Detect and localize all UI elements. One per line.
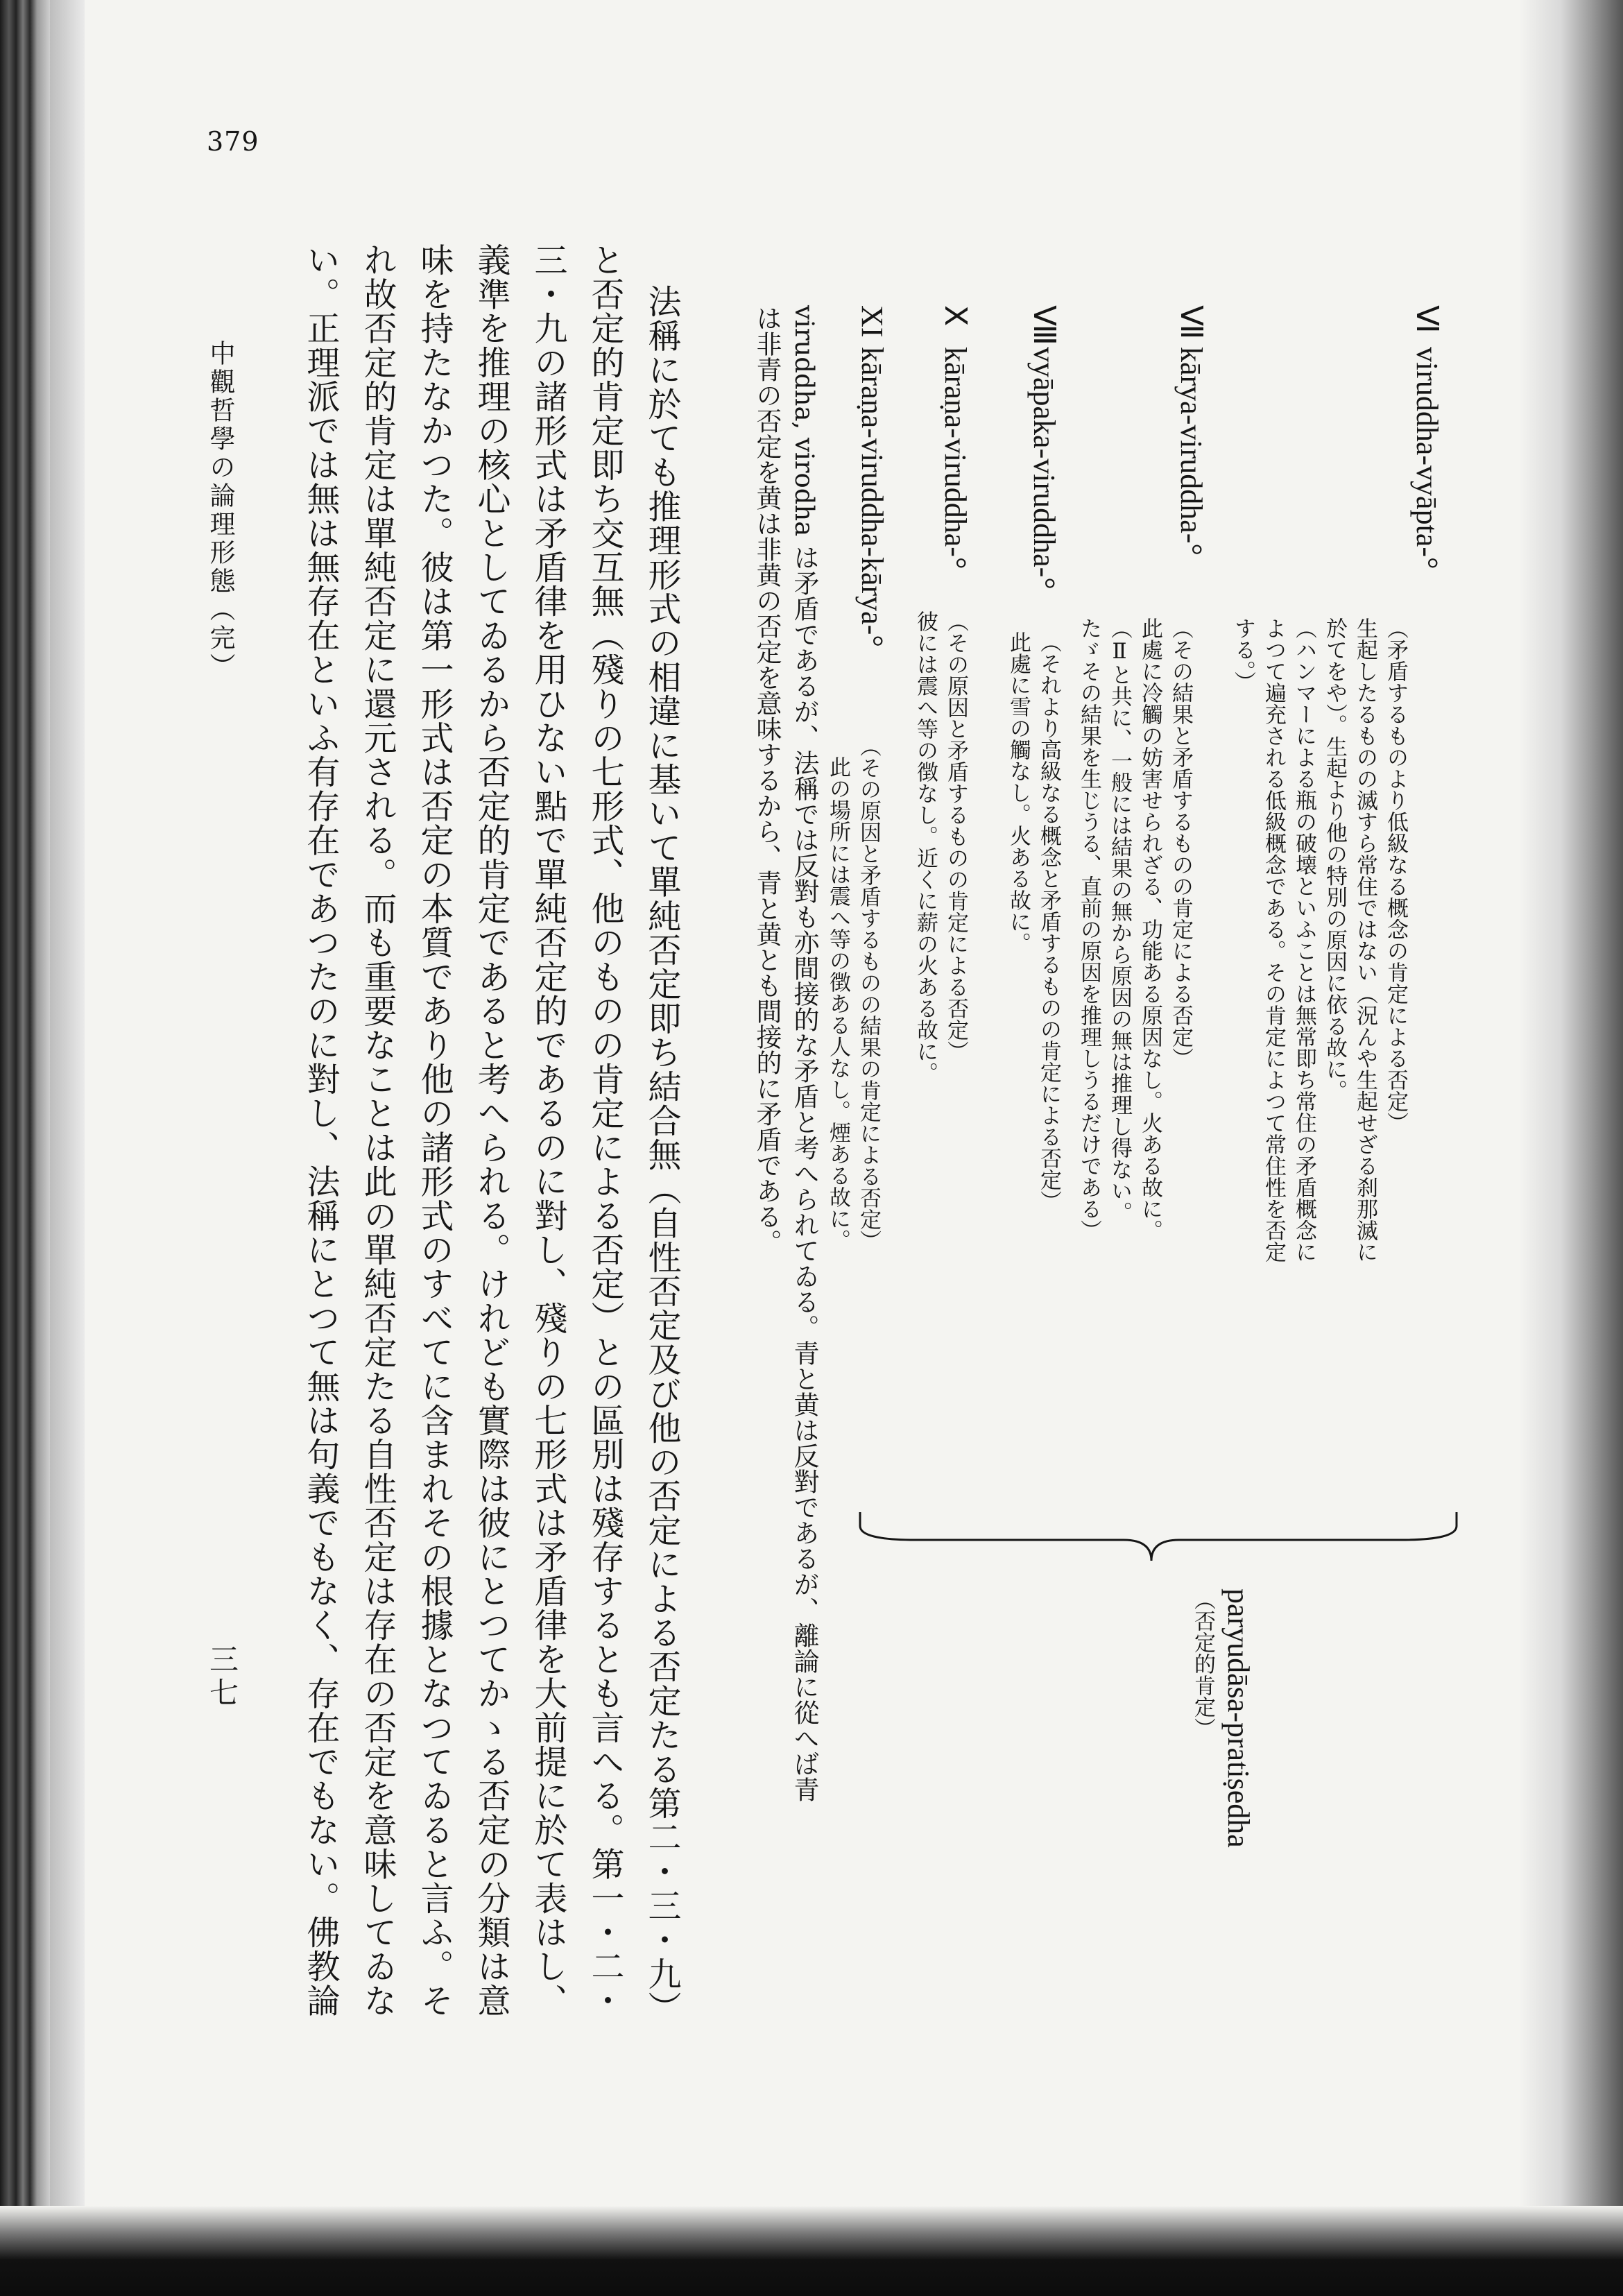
entry-note: （その原因と矛盾するものの肯定による否定） <box>943 610 968 1062</box>
body-text-line: 三・九の諸形式は矛盾律を用ひない點で單純否定的であるのに對し、殘りの七形式は矛盾律を大前提に於て表はし、 <box>529 243 567 2018</box>
scan-edge-right <box>1519 0 1623 2296</box>
body-text-line: い。正理派では無は無存在といふ有存在であつたのに對し、法稱にとつて無は句義でもなく、存在でもない。佛教論 <box>301 243 340 2018</box>
entry-note: たゞその結果を生じうる、直前の原因を推理しうるだけである） <box>1076 617 1101 1241</box>
entry-note: （ハンマーによる瓶の破壊といふことは無常即ち常住の矛盾概念に <box>1291 617 1316 1262</box>
entry-numeral: Ⅵ <box>1410 305 1444 334</box>
entry-note: よつて遍充される低級概念である。その肯定によつて常住性を否定 <box>1261 617 1286 1262</box>
entry-note: （矛盾するものより低級なる概念の肯定による否定） <box>1383 617 1408 1133</box>
body-text-line: 義準を推理の核心としてゐるから否定的肯定であると考へられる。けれども實際は彼にとつてかゝる否定の分類は意 <box>472 243 510 2018</box>
scan-edge-left <box>0 0 50 2296</box>
body-text-line: と否定的肯定即ち交互無（殘りの七形式、他のものの肯定による否定）との區別は殘存するとも言へる。第一・二・ <box>585 243 624 2018</box>
entry-note: 此處に雪の觸なし。火ある故に。 <box>1006 631 1031 954</box>
entry-term: viruddha-vyāpta-° <box>1410 347 1444 569</box>
entry-term: vyāpaka-viruddha-° <box>1027 347 1061 590</box>
entry-numeral: Ⅶ <box>1174 305 1208 340</box>
entry-note: 此處に冷觸の妨害せられざる、功能ある原因なし。火ある故に。 <box>1137 617 1162 1241</box>
viruddha-note-line: は非青の否定を黄は非黄の否定を意味するから、青と黄とも間接的に矛盾である。 <box>752 305 782 1255</box>
scan-edge-left-inner <box>50 0 85 2296</box>
entry-note: 彼には震へ等の徴なし。近くに薪の火ある故に。 <box>913 610 938 1083</box>
entry-note: する。） <box>1230 617 1255 693</box>
entry-term: kāraṇa-viruddha-° <box>938 347 972 569</box>
page-number: 379 <box>207 126 259 157</box>
folio-number: 三七 <box>205 1644 239 1711</box>
entry-note: （その結果と矛盾するものの肯定による否定） <box>1168 617 1193 1069</box>
entry-note: （Ⅱと共に、一般には結果の無から原因の無は推理し得ない。 <box>1107 617 1132 1223</box>
entry-term: kāraṇa-viruddha-kārya-° <box>855 347 889 647</box>
body-text-line: 味を持たなかつた。彼は第一形式は否定の本質であり他の諸形式のすべてに含まれその根據となつてゐると言ふ。そ <box>415 243 454 2018</box>
scan-edge-bottom <box>0 2206 1623 2296</box>
entry-note: 於てをや）。生起より他の特別の原因に依る故に。 <box>1322 617 1347 1102</box>
grouping-brace <box>846 1498 1470 1575</box>
entry-note: 生起したるものの滅すら常住ではない（況んや生起せざる刹那滅に <box>1352 617 1377 1262</box>
entry-note: （その原因と矛盾するものの結果の肯定による否定） <box>856 735 881 1251</box>
brace-term: paryudāsa-pratiṣedha <box>1221 1588 1255 1848</box>
entry-term: kārya-viruddha-° <box>1174 347 1208 556</box>
body-text-line: れ故否定的肯定は單純否定に還元される。而も重要なことは此の單純否定たる自性否定は存在の否定を意味してゐな <box>358 243 397 2018</box>
entry-note: 此の場所には震へ等の徴ある人なし。煙ある故に。 <box>825 756 850 1251</box>
running-title: 中觀哲學の論理形態（完） <box>205 340 235 681</box>
entry-numeral: Ⅹ <box>938 305 972 327</box>
viruddha-note-line: viruddha, virodha は矛盾であるが、法稱では反對も亦間接的な矛盾と考へられてゐる。青と黄は反對であるが、離論に從へば青 <box>789 305 819 1803</box>
entry-numeral: XI <box>855 305 889 338</box>
entry-numeral: Ⅷ <box>1027 305 1061 345</box>
body-text-line: 法稱に於ても推理形式の相違に基いて單純否定即ち結合無（自性否定及び他の否定による否定たる第二・三・九） <box>642 284 681 2025</box>
entry-note: （それより高級なる概念と矛盾するものの肯定による否定） <box>1036 631 1061 1212</box>
brace-gloss: （否定的肯定） <box>1190 1588 1215 1739</box>
